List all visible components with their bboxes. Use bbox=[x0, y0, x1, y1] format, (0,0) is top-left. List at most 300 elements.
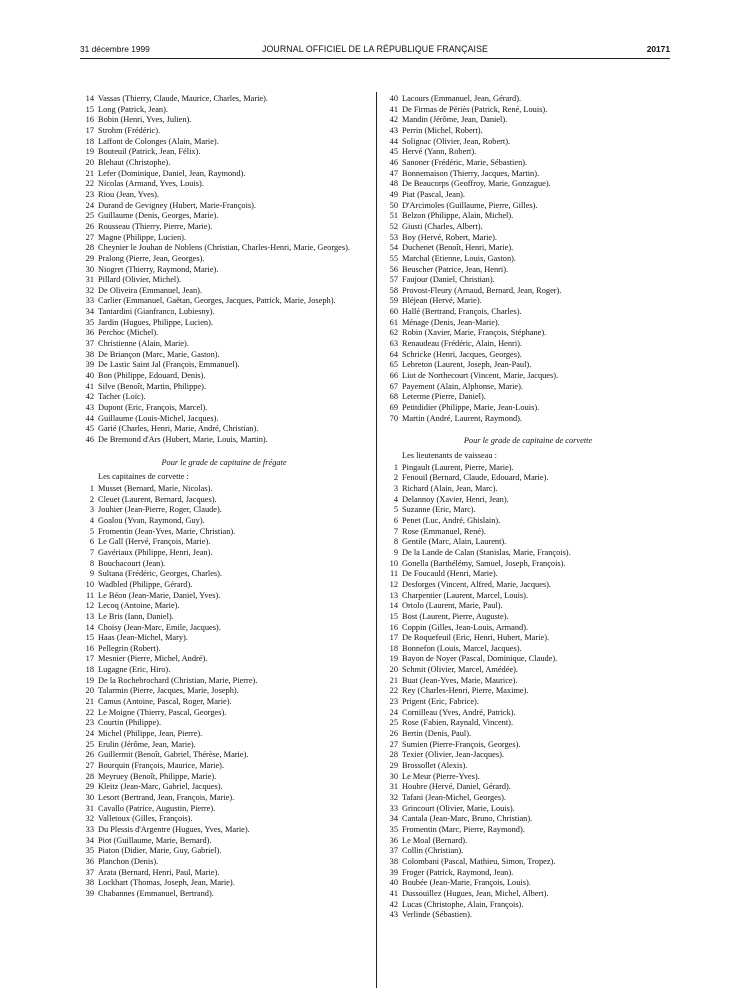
item-number: 51 bbox=[389, 211, 398, 221]
officer-name: Laffont de Colonges (Alain, Marie). bbox=[98, 136, 219, 146]
right-section-list bbox=[384, 463, 672, 921]
officer-name: Cavallo (Patrice, Augustin, Pierre). bbox=[98, 803, 216, 813]
list-item bbox=[384, 665, 672, 676]
list-item bbox=[80, 392, 368, 403]
list-item bbox=[384, 750, 672, 761]
officer-name: Mandin (Jérôme, Jean, Daniel). bbox=[402, 115, 508, 125]
page-number: 20171 bbox=[646, 44, 670, 54]
list-item bbox=[80, 105, 368, 116]
list-item bbox=[80, 527, 368, 538]
list-item bbox=[384, 761, 672, 772]
item-number: 16 bbox=[85, 643, 94, 653]
section-intro-capitaines-corvette: Les capitaines de corvette : bbox=[98, 472, 189, 482]
officer-name: Bourquin (François, Maurice, Marie). bbox=[98, 761, 225, 771]
officer-name: Talarmin (Pierre, Jacques, Marie, Joseph). bbox=[98, 686, 239, 696]
list-item bbox=[384, 772, 672, 783]
officer-name: De Foucauld (Henri, Marie). bbox=[402, 569, 498, 579]
officer-name: Leterme (Pierre, Daniel). bbox=[402, 392, 486, 402]
officer-name: Le Moal (Bernard). bbox=[402, 835, 468, 845]
officer-name: Dupont (Eric, François, Marcel). bbox=[98, 403, 208, 413]
item-number: 9 bbox=[393, 547, 398, 557]
officer-name: Schmit (Olivier, Marcel, Amédée). bbox=[402, 665, 518, 675]
list-item bbox=[80, 846, 368, 857]
item-number: 28 bbox=[85, 771, 94, 781]
section-heading-fregate: Pour le grade de capitaine de frégate bbox=[161, 457, 287, 467]
list-item bbox=[384, 339, 672, 350]
item-number: 19 bbox=[389, 654, 398, 664]
officer-name: Desforges (Vincent, Alfred, Marie, Jacques). bbox=[402, 579, 552, 589]
item-number: 37 bbox=[85, 867, 94, 877]
item-number: 43 bbox=[85, 403, 94, 413]
item-number: 27 bbox=[389, 739, 398, 749]
list-item bbox=[80, 676, 368, 687]
list-item bbox=[80, 857, 368, 868]
item-number: 20 bbox=[85, 686, 94, 696]
list-item bbox=[80, 708, 368, 719]
list-item bbox=[384, 392, 672, 403]
item-number: 37 bbox=[389, 846, 398, 856]
officer-name: Long (Patrick, Jean). bbox=[98, 104, 168, 114]
officer-name: Rose (Emmanuel, René). bbox=[402, 526, 486, 536]
officer-name: Le Moigne (Thierry, Pascal, Georges). bbox=[98, 707, 227, 717]
list-item bbox=[384, 254, 672, 265]
officer-name: Pellegrin (Robert). bbox=[98, 643, 161, 653]
list-item bbox=[80, 505, 368, 516]
officer-name: Lacours (Emmanuel, Jean, Gérard). bbox=[402, 94, 522, 103]
list-item bbox=[80, 233, 368, 244]
officer-name: Jouhier (Jean-Pierre, Roger, Claude). bbox=[98, 505, 222, 515]
item-number: 59 bbox=[389, 296, 398, 306]
list-item bbox=[80, 516, 368, 527]
list-item bbox=[384, 350, 672, 361]
list-item bbox=[80, 836, 368, 847]
item-number: 1 bbox=[393, 462, 398, 472]
list-item bbox=[384, 328, 672, 339]
item-number: 42 bbox=[389, 899, 398, 909]
item-number: 41 bbox=[389, 104, 398, 114]
officer-name: De Briançon (Marc, Marie, Gaston). bbox=[98, 349, 220, 359]
item-number: 10 bbox=[389, 558, 398, 568]
list-item bbox=[384, 740, 672, 751]
list-item bbox=[384, 243, 672, 254]
officer-name: Robin (Xavier, Marie, François, Stéphane). bbox=[402, 328, 547, 338]
list-item bbox=[80, 718, 368, 729]
officer-name: Cornilleau (Yves, André, Patrick). bbox=[402, 707, 516, 717]
officer-name: Haas (Jean-Michel, Mary). bbox=[98, 633, 188, 643]
item-number: 34 bbox=[85, 307, 94, 317]
list-item bbox=[384, 296, 672, 307]
item-number: 25 bbox=[85, 211, 94, 221]
officer-name: Michel (Philippe, Jean, Pierre). bbox=[98, 729, 203, 739]
item-number: 18 bbox=[85, 665, 94, 675]
item-number: 2 bbox=[89, 494, 94, 504]
list-item bbox=[80, 591, 368, 602]
officer-name: Lockhart (Thomas, Joseph, Jean, Marie). bbox=[98, 878, 235, 888]
list-item bbox=[80, 307, 368, 318]
list-item bbox=[384, 623, 672, 634]
list-item bbox=[80, 222, 368, 233]
list-item bbox=[80, 825, 368, 836]
list-item bbox=[80, 878, 368, 889]
item-number: 6 bbox=[393, 515, 398, 525]
list-item bbox=[80, 328, 368, 339]
list-item bbox=[384, 793, 672, 804]
officer-name: Rey (Charles-Henri, Pierre, Maxime). bbox=[402, 686, 529, 696]
officer-name: Piaton (Didier, Marie, Guy, Gabriel). bbox=[98, 846, 222, 856]
list-item bbox=[384, 360, 672, 371]
item-number: 60 bbox=[389, 307, 398, 317]
item-number: 27 bbox=[85, 761, 94, 771]
item-number: 30 bbox=[389, 771, 398, 781]
officer-name: Le Meur (Pierre-Yves). bbox=[402, 771, 480, 781]
officer-name: Giusti (Charles, Albert). bbox=[402, 221, 483, 231]
officer-name: Delannoy (Xavier, Henri, Jean). bbox=[402, 494, 509, 504]
officer-name: Bonnefon (Louis, Marcel, Jacques). bbox=[402, 643, 522, 653]
item-number: 62 bbox=[389, 328, 398, 338]
item-number: 6 bbox=[89, 537, 94, 547]
item-number: 36 bbox=[85, 856, 94, 866]
list-item bbox=[80, 254, 368, 265]
list-item bbox=[384, 516, 672, 527]
officer-name: Strohm (Frédéric). bbox=[98, 125, 161, 135]
item-number: 3 bbox=[393, 483, 398, 493]
officer-name: Pillard (Olivier, Michel). bbox=[98, 275, 182, 285]
item-number: 61 bbox=[389, 317, 398, 327]
list-item bbox=[80, 740, 368, 751]
officer-name: Petitdidier (Philippe, Marie, Jean-Louis). bbox=[402, 403, 540, 413]
list-item bbox=[384, 825, 672, 836]
item-number: 31 bbox=[389, 782, 398, 792]
right-column bbox=[384, 94, 672, 921]
officer-name: Arata (Bernard, Henri, Paul, Marie). bbox=[98, 867, 220, 877]
item-number: 36 bbox=[85, 328, 94, 338]
officer-name: Marchal (Etienne, Louis, Gaston). bbox=[402, 253, 516, 263]
officer-name: Duchenet (Benoît, Henri, Marie). bbox=[402, 243, 514, 253]
list-item bbox=[80, 211, 368, 222]
officer-name: Lefer (Dominique, Daniel, Jean, Raymond). bbox=[98, 168, 246, 178]
list-item bbox=[80, 750, 368, 761]
list-item bbox=[80, 339, 368, 350]
list-item bbox=[384, 580, 672, 591]
item-number: 10 bbox=[85, 579, 94, 589]
officer-name: Valletoux (Gilles, François). bbox=[98, 814, 193, 824]
officer-name: Gonella (Barthélémy, Samuel, Joseph, François). bbox=[402, 558, 566, 568]
item-number: 65 bbox=[389, 360, 398, 370]
item-number: 43 bbox=[389, 910, 398, 920]
item-number: 46 bbox=[389, 157, 398, 167]
item-number: 26 bbox=[85, 221, 94, 231]
list-item bbox=[80, 179, 368, 190]
list-item bbox=[80, 296, 368, 307]
item-number: 44 bbox=[85, 413, 94, 423]
list-item bbox=[384, 612, 672, 623]
list-item bbox=[384, 371, 672, 382]
list-item bbox=[80, 158, 368, 169]
officer-name: Camus (Antoine, Pascal, Roger, Marie). bbox=[98, 697, 232, 707]
officer-name: Meyruey (Benoît, Philippe, Marie). bbox=[98, 771, 217, 781]
list-item bbox=[384, 654, 672, 665]
list-item bbox=[384, 910, 672, 921]
officer-name: Lugagne (Eric, Hiro). bbox=[98, 665, 171, 675]
officer-name: Chabannes (Emmanuel, Bertrand). bbox=[98, 888, 214, 898]
item-number: 23 bbox=[85, 718, 94, 728]
list-item bbox=[80, 654, 368, 665]
officer-name: Solignac (Olivier, Jean, Robert). bbox=[402, 136, 511, 146]
officer-name: Du Plessis d'Argentre (Hugues, Yves, Marie). bbox=[98, 824, 250, 834]
list-item bbox=[384, 729, 672, 740]
officer-name: Pralong (Pierre, Jean, Georges). bbox=[98, 253, 205, 263]
item-number: 58 bbox=[389, 285, 398, 295]
list-item bbox=[80, 94, 368, 105]
item-number: 24 bbox=[389, 707, 398, 717]
item-number: 30 bbox=[85, 793, 94, 802]
officer-name: Blehaut (Christophe). bbox=[98, 157, 171, 167]
officer-name: Hallé (Bertrand, François, Charles). bbox=[402, 307, 522, 317]
item-number: 42 bbox=[85, 392, 94, 402]
list-item bbox=[384, 868, 672, 879]
officer-name: Le Gall (Hervé, François, Marie). bbox=[98, 537, 211, 547]
officer-name: Bobin (Henri, Yves, Julien). bbox=[98, 115, 192, 125]
officer-name: Choisy (Jean-Marc, Emile, Jacques). bbox=[98, 622, 221, 632]
officer-name: Suzanne (Eric, Marc). bbox=[402, 505, 476, 515]
item-number: 37 bbox=[85, 339, 94, 349]
list-item bbox=[80, 729, 368, 740]
list-item bbox=[80, 265, 368, 276]
list-item bbox=[384, 382, 672, 393]
officer-name: Cheynier le Jouhan de Noblens (Christian, Charles-Henri, Marie, Georges). bbox=[98, 243, 350, 253]
officer-name: De Beaucorps (Geoffroy, Marie, Gonzague). bbox=[402, 179, 551, 189]
officer-name: Liot de Northecourt (Vincent, Marie, Jacques). bbox=[402, 371, 559, 381]
item-number: 66 bbox=[389, 371, 398, 381]
list-item bbox=[80, 243, 368, 254]
item-number: 41 bbox=[389, 888, 398, 898]
list-item bbox=[80, 868, 368, 879]
list-item bbox=[80, 537, 368, 548]
item-number: 28 bbox=[85, 243, 94, 253]
list-item bbox=[384, 718, 672, 729]
list-item bbox=[384, 126, 672, 137]
item-number: 64 bbox=[389, 349, 398, 359]
list-item bbox=[80, 382, 368, 393]
list-item bbox=[384, 601, 672, 612]
list-item bbox=[384, 836, 672, 847]
officer-name: Martin (André, Laurent, Raymond). bbox=[402, 413, 523, 423]
item-number: 45 bbox=[389, 147, 398, 157]
list-item bbox=[384, 495, 672, 506]
officer-name: Beuscher (Patrice, Jean, Henri). bbox=[402, 264, 509, 274]
officer-name: Colombani (Pascal, Mathieu, Simon, Tropez). bbox=[402, 856, 556, 866]
item-number: 38 bbox=[389, 856, 398, 866]
list-item bbox=[384, 804, 672, 815]
list-item bbox=[80, 484, 368, 495]
list-item bbox=[384, 169, 672, 180]
officer-name: Erulin (Jérôme, Jean, Marie). bbox=[98, 739, 196, 749]
item-number: 13 bbox=[389, 590, 398, 600]
item-number: 36 bbox=[389, 835, 398, 845]
item-number: 21 bbox=[85, 168, 94, 178]
item-number: 38 bbox=[85, 349, 94, 359]
item-number: 63 bbox=[389, 339, 398, 349]
item-number: 35 bbox=[85, 846, 94, 856]
officer-name: Bertin (Denis, Paul). bbox=[402, 729, 472, 739]
item-number: 42 bbox=[389, 115, 398, 125]
officer-name: D'Arcimoles (Guillaume, Pierre, Gilles). bbox=[402, 200, 538, 210]
item-number: 11 bbox=[389, 569, 398, 579]
officer-name: Provost-Fleury (Arnaud, Bernard, Jean, Roger). bbox=[402, 285, 562, 295]
item-number: 22 bbox=[85, 707, 94, 717]
item-number: 32 bbox=[85, 285, 94, 295]
list-item bbox=[80, 665, 368, 676]
list-item bbox=[80, 623, 368, 634]
list-item bbox=[80, 814, 368, 825]
officer-name: Tacher (Loïc). bbox=[98, 392, 146, 402]
item-number: 18 bbox=[85, 136, 94, 146]
officer-name: Boy (Hervé, Robert, Marie). bbox=[402, 232, 497, 242]
list-item bbox=[384, 414, 672, 425]
item-number: 52 bbox=[389, 221, 398, 231]
list-item bbox=[80, 633, 368, 644]
officer-name: Lecoq (Antoine, Marie). bbox=[98, 601, 180, 611]
officer-name: Cleuet (Laurent, Bernard, Jacques). bbox=[98, 494, 217, 504]
issue-date: 31 décembre 1999 bbox=[80, 44, 150, 54]
officer-name: Bonnemaison (Thierry, Jacques, Martin). bbox=[402, 168, 540, 178]
list-item bbox=[384, 676, 672, 687]
list-item bbox=[384, 708, 672, 719]
officer-name: Mesnier (Pierre, Michel, André). bbox=[98, 654, 208, 664]
item-number: 21 bbox=[85, 697, 94, 707]
item-number: 4 bbox=[89, 515, 94, 525]
item-number: 1 bbox=[89, 483, 94, 493]
item-number: 54 bbox=[389, 243, 398, 253]
item-number: 8 bbox=[393, 537, 398, 547]
item-number: 46 bbox=[85, 435, 94, 444]
item-number: 40 bbox=[389, 878, 398, 888]
officer-name: Ménage (Denis, Jean-Marie). bbox=[402, 317, 500, 327]
list-item bbox=[80, 804, 368, 815]
item-number: 12 bbox=[389, 579, 398, 589]
officer-name: Grincourt (Olivier, Marie, Louis). bbox=[402, 803, 515, 813]
item-number: 32 bbox=[389, 793, 398, 802]
item-number: 35 bbox=[85, 317, 94, 327]
officer-name: Goalou (Yvan, Raymond, Guy). bbox=[98, 515, 205, 525]
item-number: 31 bbox=[85, 803, 94, 813]
officer-name: Lesort (Bertrand, Jean, François, Marie). bbox=[98, 793, 235, 802]
list-item bbox=[384, 484, 672, 495]
item-number: 15 bbox=[85, 104, 94, 114]
officer-name: Jardin (Hugues, Philippe, Lucien). bbox=[98, 317, 213, 327]
officer-name: Gentile (Marc, Alain, Laurent). bbox=[402, 537, 507, 547]
officer-name: Bouteuil (Patrick, Jean, Félix). bbox=[98, 147, 201, 157]
officer-name: De Bremond d'Ars (Hubert, Marie, Louis, Martin). bbox=[98, 435, 268, 444]
list-item bbox=[384, 233, 672, 244]
item-number: 70 bbox=[389, 413, 398, 423]
officer-name: Silve (Benoît, Martin, Philippe). bbox=[98, 381, 206, 391]
item-number: 12 bbox=[85, 601, 94, 611]
item-number: 34 bbox=[85, 835, 94, 845]
officer-name: Garié (Charles, Henri, Marie, André, Christian). bbox=[98, 424, 259, 434]
officer-name: Rousseau (Thierry, Pierre, Marie). bbox=[98, 221, 213, 231]
list-item bbox=[80, 889, 368, 900]
item-number: 43 bbox=[389, 125, 398, 135]
item-number: 30 bbox=[85, 264, 94, 274]
list-item bbox=[384, 644, 672, 655]
left-column bbox=[80, 94, 368, 900]
officer-name: Guillermit (Benoît, Gabriel, Thérèse, Marie). bbox=[98, 750, 249, 760]
item-number: 40 bbox=[389, 94, 398, 103]
item-number: 28 bbox=[389, 750, 398, 760]
officer-name: Schricke (Henri, Jacques, Georges). bbox=[402, 349, 522, 359]
officer-name: Richard (Alain, Jean, Marc). bbox=[402, 483, 498, 493]
list-item bbox=[80, 495, 368, 506]
item-number: 27 bbox=[85, 232, 94, 242]
list-item bbox=[80, 115, 368, 126]
officer-name: Bost (Laurent, Pierre, Auguste). bbox=[402, 611, 509, 621]
officer-name: De la Rochebrochard (Christian, Marie, Pierre). bbox=[98, 675, 258, 685]
officer-name: Prigent (Eric, Fabrice). bbox=[402, 697, 479, 707]
left-top-list bbox=[80, 94, 368, 446]
list-item bbox=[384, 559, 672, 570]
officer-name: Ortolo (Laurent, Marie, Paul). bbox=[402, 601, 503, 611]
item-number: 47 bbox=[389, 168, 398, 178]
item-number: 49 bbox=[389, 189, 398, 199]
officer-name: Lebreton (Laurent, Joseph, Jean-Paul). bbox=[402, 360, 532, 370]
item-number: 3 bbox=[89, 505, 94, 515]
list-item bbox=[80, 137, 368, 148]
list-item bbox=[384, 286, 672, 297]
officer-name: Pingault (Laurent, Pierre, Marie). bbox=[402, 462, 514, 472]
list-item bbox=[384, 137, 672, 148]
officer-name: Guillaume (Louis-Michel, Jacques). bbox=[98, 413, 219, 423]
item-number: 29 bbox=[85, 782, 94, 792]
item-number: 22 bbox=[85, 179, 94, 189]
list-item bbox=[384, 265, 672, 276]
officer-name: Fenouil (Bernard, Claude, Edouard, Marie). bbox=[402, 473, 549, 483]
journal-title: JOURNAL OFFICIEL DE LA RÉPUBLIQUE FRANÇAISE bbox=[261, 44, 489, 54]
left-section-list bbox=[80, 484, 368, 900]
list-item bbox=[80, 435, 368, 446]
item-number: 15 bbox=[389, 611, 398, 621]
officer-name: Charpentier (Laurent, Marcel, Louis). bbox=[402, 590, 529, 600]
list-item bbox=[384, 548, 672, 559]
list-item bbox=[384, 403, 672, 414]
item-number: 38 bbox=[85, 878, 94, 888]
officer-name: Faujour (Daniel, Christian). bbox=[402, 275, 495, 285]
item-number: 26 bbox=[389, 729, 398, 739]
item-number: 45 bbox=[85, 424, 94, 434]
list-item bbox=[384, 782, 672, 793]
list-item bbox=[80, 686, 368, 697]
item-number: 17 bbox=[85, 125, 94, 135]
list-item bbox=[384, 179, 672, 190]
item-number: 17 bbox=[85, 654, 94, 664]
list-item bbox=[80, 169, 368, 180]
item-number: 56 bbox=[389, 264, 398, 274]
officer-name: Fromentin (Marc, Pierre, Raymond). bbox=[402, 824, 525, 834]
list-item bbox=[384, 591, 672, 602]
item-number: 67 bbox=[389, 381, 398, 391]
officer-name: Wadbled (Philippe, Gérard). bbox=[98, 579, 193, 589]
item-number: 69 bbox=[389, 403, 398, 413]
officer-name: Texier (Olivier, Jean-Jacques). bbox=[402, 750, 504, 760]
list-item bbox=[80, 318, 368, 329]
officer-name: De Firmas de Périès (Patrick, René, Louis). bbox=[402, 104, 548, 114]
item-number: 25 bbox=[389, 718, 398, 728]
item-number: 50 bbox=[389, 200, 398, 210]
list-item bbox=[80, 350, 368, 361]
list-item bbox=[80, 360, 368, 371]
list-item bbox=[384, 190, 672, 201]
item-number: 4 bbox=[393, 494, 398, 504]
